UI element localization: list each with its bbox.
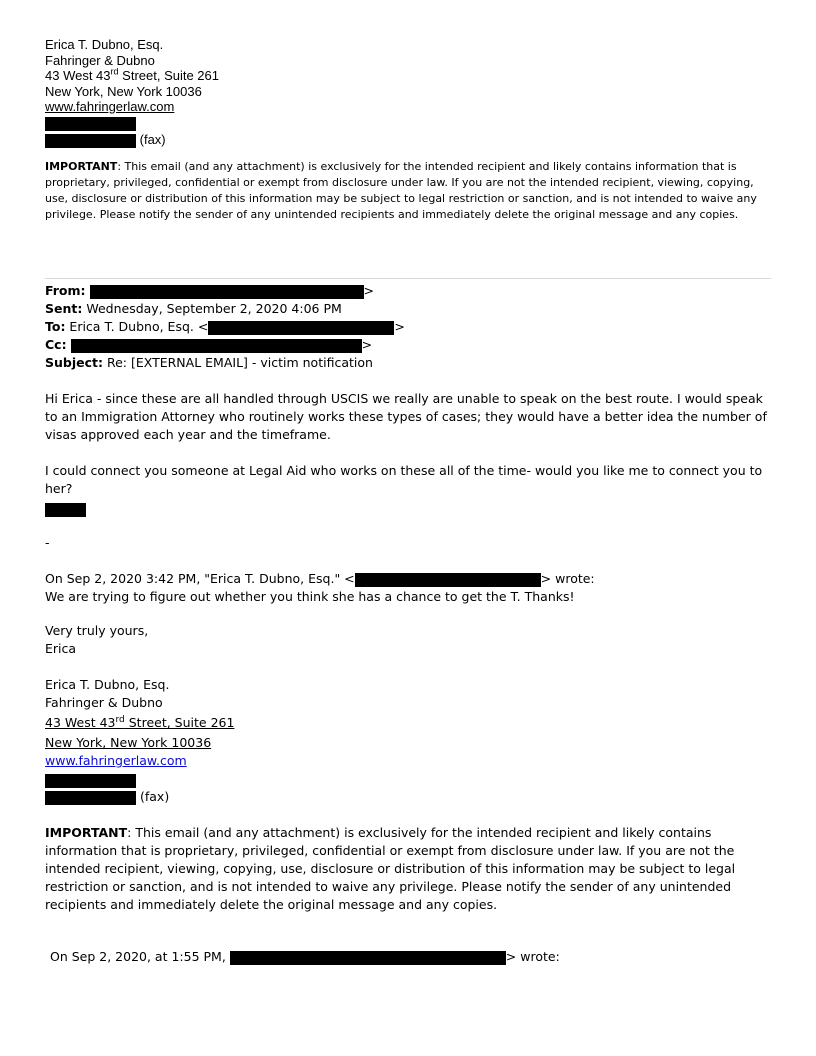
- quoted-intro-2: On Sep 2, 2020, at 1:55 PM, > wrote:: [50, 949, 560, 964]
- confidentiality-notice-bottom: [45, 824, 773, 914]
- notice-text-bottom: : This email (and any attachment) is exclusively for the intended recipient and likely contains information that is proprietary, privileged, confidential or exempt from disclosure under law. If you are not the intended recipient, viewing, copying, use, disclosure or distribution of this information may be subject to legal restriction or sanction, and is not intended to waive any privilege. Please notify the sender of any unintended recipients and immediately delete the original message and any copies.: [45, 825, 736, 912]
- signature-street: 43 West 43rd Street, Suite 261: [45, 66, 219, 83]
- reply-dash: -: [45, 535, 50, 550]
- redaction-from: [90, 285, 364, 299]
- quoted-intro-1: On Sep 2, 2020 3:42 PM, "Erica T. Dubno, Esq." < > wrote:: [45, 571, 595, 586]
- fax-label-bottom: (fax): [139, 789, 170, 804]
- signature-block-top: [45, 37, 219, 148]
- website-link-bottom[interactable]: www.fahringerlaw.com: [45, 753, 187, 768]
- header-divider: [45, 278, 771, 279]
- redaction-quoted-email-2: [230, 951, 506, 965]
- redaction-quoted-email-1: [355, 573, 541, 587]
- quoted-line: We are trying to figure out whether you think she has a chance to get the T. Thanks!: [45, 589, 575, 604]
- signature-name: Erica T. Dubno, Esq.: [45, 37, 164, 52]
- fax-line-bottom: [45, 788, 169, 806]
- redaction-cc: [71, 339, 362, 353]
- to-line: To: Erica T. Dubno, Esq. < >: [45, 319, 405, 334]
- signature-firm-bottom: Fahringer & Dubno: [45, 695, 163, 710]
- reply-paragraph-2: I could connect you someone at Legal Aid who works on these all of the time- would you like me to connect you to her?: [45, 463, 763, 496]
- redaction-fax: [45, 134, 136, 148]
- redaction-to: [208, 321, 394, 335]
- website-link[interactable]: www.fahringerlaw.com: [45, 99, 175, 114]
- redaction-phone: [45, 117, 136, 131]
- sent-line: Sent: Wednesday, September 2, 2020 4:06 PM: [45, 301, 342, 316]
- fax-label: (fax): [139, 132, 166, 148]
- closing: Very truly yours,: [45, 623, 149, 638]
- signature-city: New York, New York 10036: [45, 83, 202, 99]
- closing-name: Erica: [45, 641, 77, 656]
- redaction-phone-bottom: [45, 774, 136, 788]
- signature-street-bottom: 43 West 43rd Street, Suite 261: [45, 714, 235, 730]
- from-line: From: >: [45, 283, 374, 298]
- important-label-bottom: IMPORTANT: [45, 825, 128, 840]
- signature-firm: Fahringer & Dubno: [45, 52, 155, 68]
- redaction-signoff: [45, 503, 86, 517]
- signature-city-bottom: New York, New York 10036: [45, 735, 212, 750]
- notice-text: : This email (and any attachment) is exclusively for the intended recipient and likely contains information that is proprietary, privileged, confidential or exempt from disclosure under law. If you are not the intended recipient, viewing, copying, use, disclosure or distribution of this information may be subject to legal restriction or sanction, and is not intended to waive any privilege. Please notify the sender of any unintended recipients and immediately delete the original message and any copies.: [45, 160, 757, 221]
- signature-name-bottom: Erica T. Dubno, Esq.: [45, 677, 170, 692]
- important-label: IMPORTANT: [45, 160, 118, 173]
- redaction-fax-bottom: [45, 791, 136, 805]
- cc-line: Cc: >: [45, 337, 373, 352]
- redaction-phone-bottom-wrap: [45, 771, 136, 789]
- confidentiality-notice-top: [45, 159, 773, 223]
- reply-paragraph-1: Hi Erica - since these are all handled through USCIS we really are unable to speak on the best route. I would speak to an Immigration Attorney who routinely works these types of cases; they would have a better idea the number of visas approved each year and the timeframe.: [45, 391, 767, 442]
- subject-line: Subject: Re: [EXTERNAL EMAIL] - victim notification: [45, 355, 373, 370]
- redaction-signoff-wrap: [45, 500, 86, 518]
- website-wrap-bottom: [45, 752, 187, 770]
